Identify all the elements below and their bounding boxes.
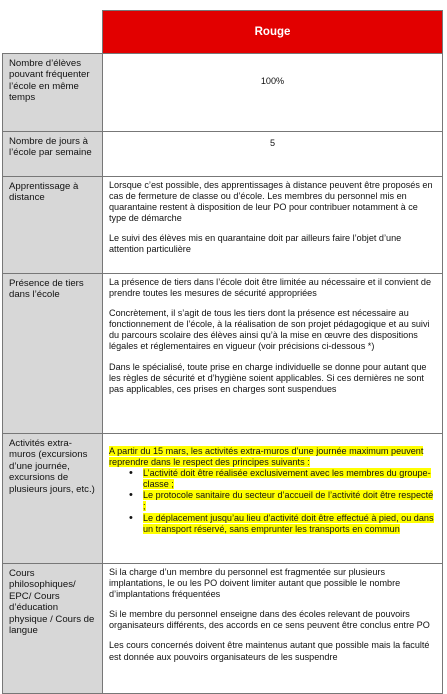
header-row	[3, 11, 443, 54]
row-label: Nombre de jours à l’école par semaine	[3, 132, 103, 177]
row-value: 5	[103, 132, 443, 177]
header-empty-cell	[3, 11, 103, 54]
row-label: Activités extra-muros (excursions d’une journée, excursions de plusieurs jours, etc.)	[3, 434, 103, 564]
column-header-rouge: Rouge	[103, 11, 443, 54]
highlighted-intro	[109, 446, 436, 468]
paragraph: Lorsque c’est possible, des apprentissages à distance peuvent être proposés en cas de fermeture de classe ou d’école. Les membres du personnel mis en quarantaine restent à disposition de leur PO pour contribuer notamment à ce type de démarche	[109, 180, 433, 224]
row-content	[103, 564, 443, 694]
row-content	[103, 274, 443, 434]
row-label: Présence de tiers dans l’école	[3, 274, 103, 434]
row-content	[103, 434, 443, 564]
paragraph: La présence de tiers dans l’école doit être limitée au nécessaire et il convient de prendre toutes les mesures de sécurité appropriées	[109, 277, 432, 299]
table-row	[3, 177, 443, 274]
row-label: Cours philosophiques/ EPC/ Cours d’éducation physique / Cours de langue	[3, 564, 103, 694]
paragraph: Si le membre du personnel enseigne dans des écoles relevant de pouvoirs organisateurs différents, des accords en ce sens peuvent être conclus entre PO	[109, 609, 430, 631]
row-value: 100%	[103, 54, 443, 132]
table-row	[3, 132, 443, 177]
paragraph: Si la charge d’un membre du personnel est fragmentée sur plusieurs implantations, le ou les PO doivent limiter autant que possible le nombre d’implantations fréquentées	[109, 567, 401, 600]
paragraph: Le suivi des élèves mis en quarantaine doit par ailleurs faire l’objet d’une attention particulière	[109, 233, 402, 255]
row-label: Apprentissage à distance	[3, 177, 103, 274]
highlighted-text: A partir du 15 mars, les activités extra-muros d’une journée maximum peuvent reprendre dans le respect des principes suivants :	[109, 446, 424, 468]
bullet-list	[109, 468, 436, 535]
table-row	[3, 564, 443, 694]
row-content	[103, 177, 443, 274]
table-row	[3, 274, 443, 434]
paragraph: Les cours concernés doivent être maintenus autant que possible mais la faculté est donnée aux pouvoirs organisateurs de les suspendre	[109, 640, 430, 662]
list-item: • L’activité doit être réalisée exclusivement avec les membres du groupe-classe ;	[143, 468, 436, 490]
paragraph: Concrètement, il s’agit de tous les tiers dont la présence est nécessaire au fonctionnement de l’école, à la réalisation de son projet pédagogique et au suivi du parcours scolaire des élèves ainsi qu’à la mise en œuvre des dispositions légales et réglementaires en vigueur (voir précisions ci-dessous *)	[109, 308, 430, 352]
table-row	[3, 434, 443, 564]
list-item: • Le protocole sanitaire du secteur d’accueil de l’activité doit être respecté ;	[143, 490, 436, 512]
row-label: Nombre d’élèves pouvant fréquenter l’école en même temps	[3, 54, 103, 132]
list-item: • Le déplacement jusqu’au lieu d’activité doit être effectué à pied, ou dans un transport réservé, sans emprunter les transports en commun	[143, 513, 436, 535]
paragraph: Dans le spécialisé, toute prise en charge individuelle se donne pour autant que les règles de sécurité et d’hygiène soient applicables. Si ces dernières ne sont pas applicables, ces prises en charges sont suspendues	[109, 361, 427, 394]
measures-table	[2, 10, 443, 694]
table-row	[3, 54, 443, 132]
